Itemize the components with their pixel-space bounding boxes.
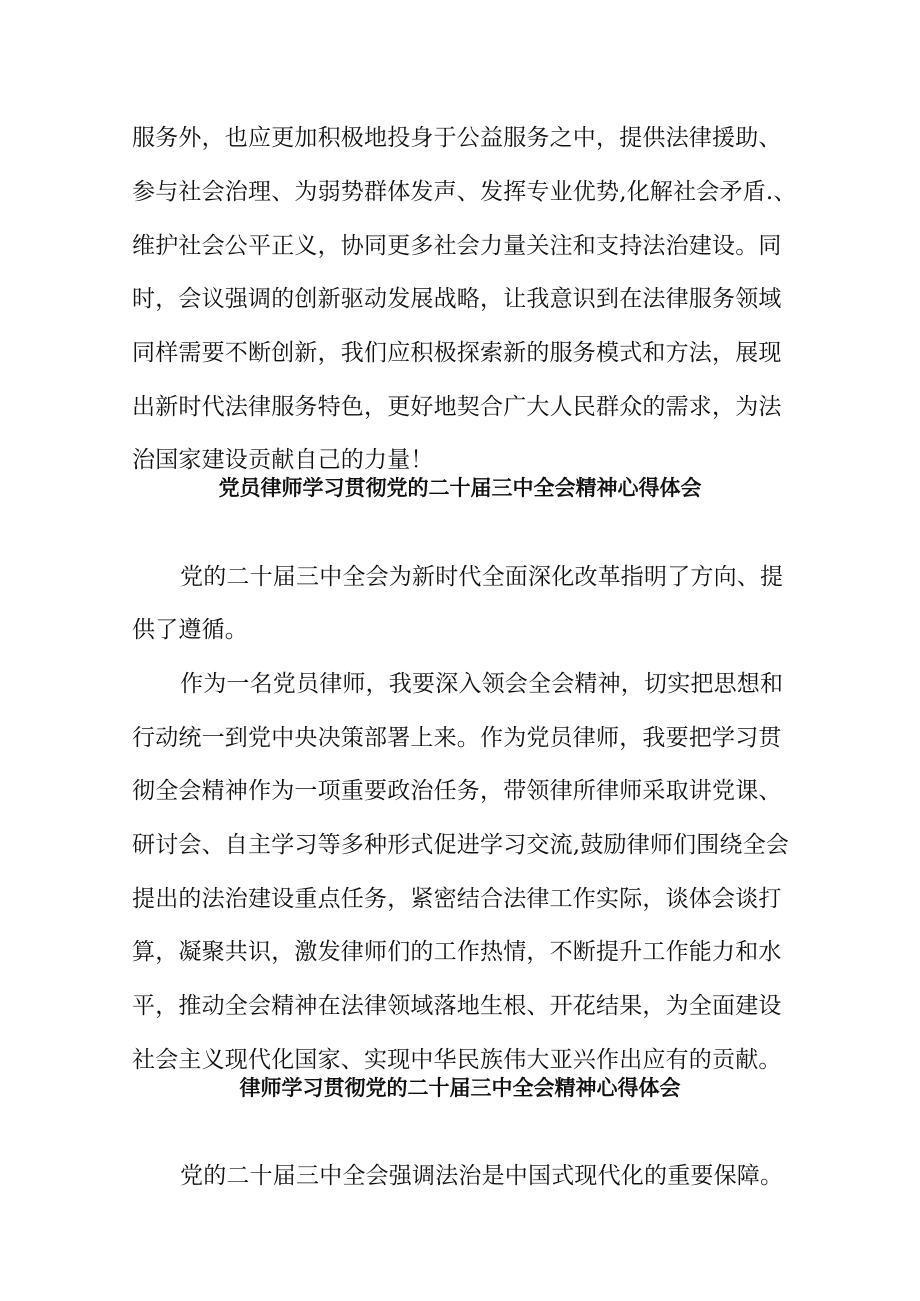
text-line: 出新时代法律服务特色，更好地契合广大人民群众的需求，为法 <box>132 394 782 420</box>
text-line: 维护社会公平正义，协同更多社会力量关注和支持法治建设。同 <box>132 233 782 259</box>
section-heading: 律师学习贯彻党的二十届三中全会精神心得体会 <box>239 1076 681 1100</box>
text-line: 党的二十届三中全会为新时代全面深化改革指明了方向、提 <box>180 564 784 590</box>
text-line: 行动统一到党中央决策部署上来。作为党员律师，我要把学习贯 <box>132 725 782 751</box>
text-line: 服务外，也应更加积极地投身于公益服务之中，提供法律援助、 <box>132 125 782 151</box>
text-line: 时，会议强调的创新驱动发展战略，让我意识到在法律服务领域 <box>132 286 782 312</box>
text-line: 研讨会、自主学习等多种形式促进学习交流,鼓励律师们围绕全会 <box>132 832 790 858</box>
text-line: 治国家建设贡献自己的力量！ <box>132 447 434 473</box>
section-heading: 党员律师学习贯彻党的二十届三中全会精神心得体会 <box>218 476 702 500</box>
text-line: 平，推动全会精神在法律领域落地生根、开花结果，为全面建设 <box>132 993 782 1019</box>
text-line: 同样需要不断创新，我们应积极探索新的服务模式和方法，展现 <box>132 340 782 366</box>
text-line: 彻全会精神作为一项重要政治任务，带领律所律师采取讲党课、 <box>132 778 782 804</box>
text-line: 参与社会治理、为弱势群体发声、发挥专业优势,化解社会矛盾.、 <box>132 179 797 205</box>
text-line: 提出的法治建设重点任务，紧密结合法律工作实际，谈体会谈打 <box>132 886 782 912</box>
text-line: 社会主义现代化国家、实现中华民族伟大亚兴作出应有的贡献。 <box>132 1047 782 1073</box>
text-line: 党的二十届三中全会强调法治是中国式现代化的重要保障。 <box>180 1163 784 1189</box>
text-line: 供了遵循。 <box>132 617 248 643</box>
text-line: 作为一名党员律师，我要深入领会全会精神，切实把思想和 <box>180 671 784 697</box>
text-line: 算，凝聚共识，激发律师们的工作热情，不断提升工作能力和水 <box>132 939 782 965</box>
